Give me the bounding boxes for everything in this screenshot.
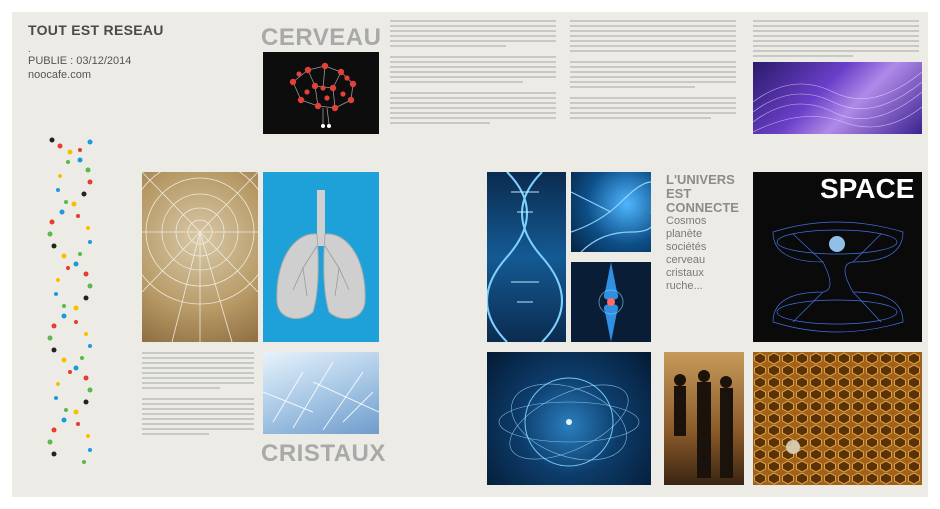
list-item: planète xyxy=(666,228,703,240)
list-item: Cosmos xyxy=(666,215,707,227)
publish-info xyxy=(28,54,131,82)
business-people-image xyxy=(664,352,744,485)
publish-date: PUBLIE : 03/12/2014 xyxy=(28,55,132,67)
page-title: TOUT EST RESEAU xyxy=(28,22,164,38)
spider-web-image xyxy=(142,172,258,342)
article-column-2 xyxy=(570,20,736,122)
list-item: cristaux xyxy=(666,267,704,279)
crystals-image xyxy=(263,352,379,434)
space-label: SPACE xyxy=(820,173,915,204)
article-column-4 xyxy=(142,352,254,438)
globe-network-image xyxy=(487,352,651,485)
purple-network-image xyxy=(753,62,922,134)
cristaux-label: CRISTAUX xyxy=(261,440,386,467)
list-item: cerveau xyxy=(666,254,706,266)
univers-heading: L'UNIVERS EST CONNECTE xyxy=(666,172,739,215)
title-dot: . xyxy=(28,44,31,55)
article-column-3 xyxy=(753,20,919,60)
lungs-image xyxy=(263,172,379,342)
list-item: sociétés xyxy=(666,241,707,253)
brain-network-image xyxy=(263,52,379,134)
univers-list xyxy=(666,215,706,293)
honeycomb-image xyxy=(753,352,922,485)
site-link[interactable]: noocafe.com xyxy=(28,69,91,81)
dna-helix-image xyxy=(40,132,104,467)
cerveau-label: CERVEAU xyxy=(261,24,382,51)
article-column-1 xyxy=(390,20,556,127)
list-item: ruche... xyxy=(666,280,703,292)
blue-dna-image xyxy=(487,172,566,342)
synapse-image xyxy=(571,262,651,342)
neurons-image xyxy=(571,172,651,252)
